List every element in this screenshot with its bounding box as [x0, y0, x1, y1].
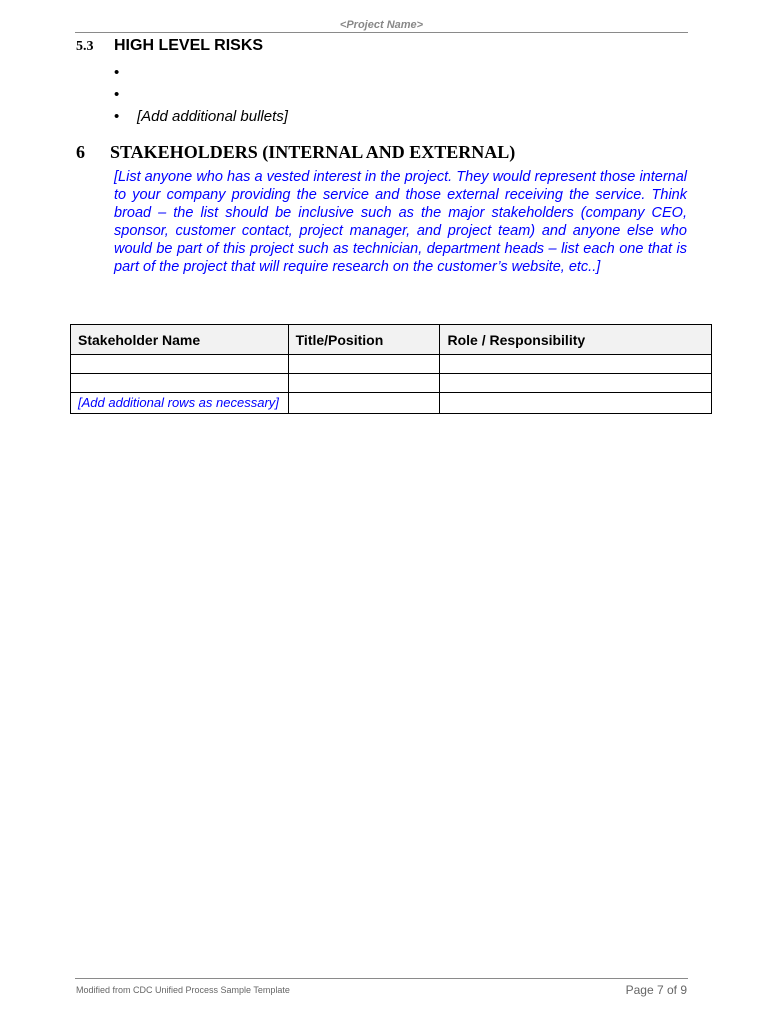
column-header-title-position: Title/Position — [288, 325, 440, 355]
list-item — [113, 84, 673, 106]
risks-bullet-list — [113, 62, 673, 128]
column-header-stakeholder-name: Stakeholder Name — [71, 325, 289, 355]
footer-source: Modified from CDC Unified Process Sample Template — [76, 985, 290, 995]
table-cell[interactable] — [288, 393, 440, 414]
section-number: 6 — [76, 142, 85, 162]
footer-divider — [75, 978, 688, 979]
table-row — [71, 355, 712, 374]
column-header-role-responsibility: Role / Responsibility — [440, 325, 712, 355]
table-cell[interactable] — [440, 374, 712, 393]
section-6-heading — [76, 142, 696, 166]
section-title: STAKEHOLDERS (INTERNAL AND EXTERNAL) — [110, 142, 516, 162]
table-cell[interactable] — [71, 374, 289, 393]
table-cell[interactable] — [288, 355, 440, 374]
project-name-header: <Project Name> — [339, 19, 424, 31]
table-cell[interactable] — [440, 355, 712, 374]
table-header-row — [71, 325, 712, 355]
list-item: • [Add additional bullets] — [113, 106, 673, 128]
table-cell[interactable] — [71, 355, 289, 374]
page-header — [75, 18, 688, 33]
list-item — [113, 62, 673, 84]
table-row — [71, 393, 712, 414]
page-number: Page 7 of 9 — [625, 983, 687, 997]
section-number: 5.3 — [76, 39, 94, 54]
stakeholder-table — [70, 324, 712, 414]
section-title: HIGH LEVEL RISKS — [114, 37, 264, 54]
table-row — [71, 374, 712, 393]
section-5-3-heading — [76, 37, 696, 57]
stakeholders-instructions: [List anyone who has a vested interest in the project. They would represent those internal to your company providing the service and those external receiving the service. Think broad – the list should be inclusive such as the major stakeholders (company CEO, sponsor, customer contact, project manager, and project team) and anyone else who would be part of this project such as technician, department heads – list each one that is part of the project that will require research on the customer’s website, etc..] — [114, 169, 687, 275]
table-cell[interactable]: [Add additional rows as necessary] — [71, 393, 289, 414]
table-cell[interactable] — [440, 393, 712, 414]
table-cell[interactable] — [288, 374, 440, 393]
